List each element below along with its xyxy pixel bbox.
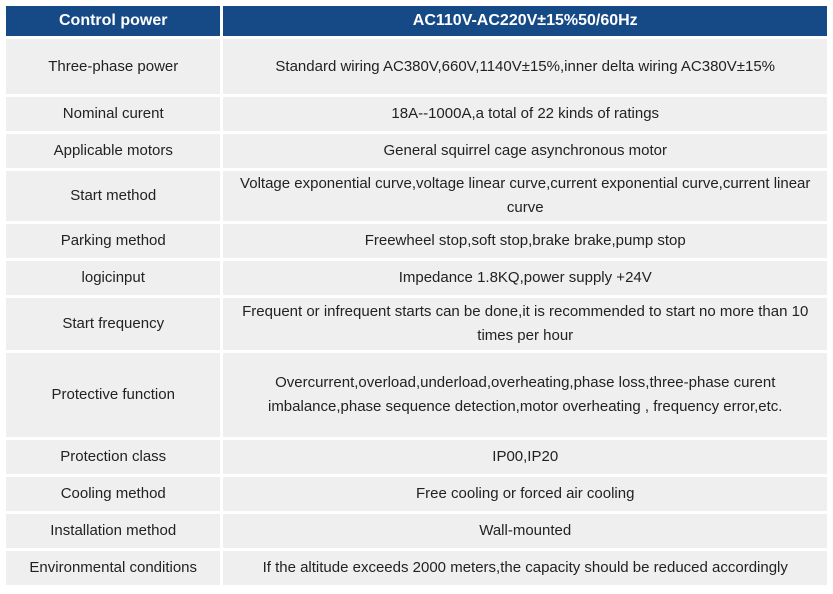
table-row: [6, 551, 827, 585]
row-label: Protective function: [6, 353, 220, 437]
table-row: [6, 440, 827, 474]
row-label: Three-phase power: [6, 39, 220, 94]
row-value: If the altitude exceeds 2000 meters,the capacity should be reduced accordingly: [223, 551, 827, 585]
row-label: Start method: [6, 171, 220, 221]
table-row: [6, 477, 827, 511]
row-value: General squirrel cage asynchronous motor: [223, 134, 827, 168]
row-value: Wall-mounted: [223, 514, 827, 548]
header-value: AC110V-AC220V±15%50/60Hz: [223, 6, 827, 36]
row-value: IP00,IP20: [223, 440, 827, 474]
table-row: [6, 224, 827, 258]
row-value: Overcurrent,overload,underload,overheating,phase loss,three-phase curent imbalance,phase sequence detection,motor overheating , frequency error,etc.: [223, 353, 827, 437]
row-value: Frequent or infrequent starts can be done,it is recommended to start no more than 10 times per hour: [223, 298, 827, 350]
row-label: Nominal curent: [6, 97, 220, 131]
row-label: Parking method: [6, 224, 220, 258]
row-value: 18A--1000A,a total of 22 kinds of ratings: [223, 97, 827, 131]
spec-table: [3, 3, 830, 588]
row-label: Protection class: [6, 440, 220, 474]
table-row: [6, 261, 827, 295]
row-value: Impedance 1.8KQ,power supply +24V: [223, 261, 827, 295]
row-label: logicinput: [6, 261, 220, 295]
table-row: [6, 39, 827, 94]
table-row: [6, 171, 827, 221]
table-row: [6, 514, 827, 548]
table-row: [6, 353, 827, 437]
row-label: Applicable motors: [6, 134, 220, 168]
table-row: [6, 134, 827, 168]
row-label: Environmental conditions: [6, 551, 220, 585]
row-value: Voltage exponential curve,voltage linear curve,current exponential curve,current linear curve: [223, 171, 827, 221]
row-value: Free cooling or forced air cooling: [223, 477, 827, 511]
header-row: [6, 6, 827, 36]
table-row: [6, 97, 827, 131]
row-value: Standard wiring AC380V,660V,1140V±15%,inner delta wiring AC380V±15%: [223, 39, 827, 94]
row-label: Start frequency: [6, 298, 220, 350]
table-row: [6, 298, 827, 350]
header-label: Control power: [6, 6, 220, 36]
row-label: Installation method: [6, 514, 220, 548]
row-label: Cooling method: [6, 477, 220, 511]
row-value: Freewheel stop,soft stop,brake brake,pump stop: [223, 224, 827, 258]
